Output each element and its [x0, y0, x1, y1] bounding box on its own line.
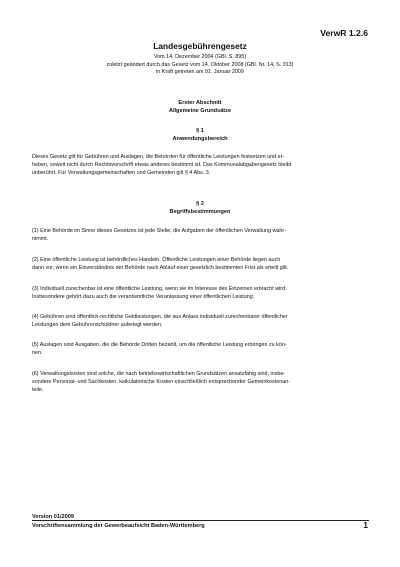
- law-meta: [0, 54, 400, 77]
- section-number: Erster Abschnitt: [178, 100, 222, 106]
- clause-6: [32, 370, 369, 395]
- meta-line-effective: in Kraft getreten am 01. Januar 2009: [156, 69, 244, 76]
- meta-line-date: Vom 14. Dezember 2004 (GBl. S. 895): [153, 54, 247, 60]
- text-line: (1) Eine Behörde im Sinne dieses Gesetzes ist jede Stelle, die Aufgaben der öffentlichen Verwaltung wahr-: [32, 228, 287, 234]
- text-line: sondere Personal- und Sachkosten, kalkulatorische Kosten einschließlich entsprechender Gemeinkostenan-: [32, 379, 290, 386]
- text-line: heben, soweit nicht durch Rechtsvorschrift etwas anderes bestimmt ist. Das Kommunalabgabengesetz bleibt: [32, 162, 292, 169]
- meta-line-amended: zuletzt geändert durch das Gesetz vom 14. Oktober 2008 (GBl. Nr. 14, S. 313): [106, 61, 294, 68]
- text-line: (6) Verwaltungskosten sind solche, die nach betriebswirtschaftlichen Grundsätzen ansatzfähig sind, insbe-: [32, 371, 286, 377]
- text-line: Leistungen dem Gebührenschuldner auferlegt werden.: [32, 322, 163, 329]
- paragraph-1-number: § 1: [196, 128, 204, 134]
- footer-version: Version 01/2009: [32, 514, 74, 520]
- text-line: (5) Auslagen sind Ausgaben, die die Behörde Dritten bezahlt, um die öffentliche Leistung erbringen zu kön-: [32, 342, 287, 348]
- section-heading: [0, 99, 400, 115]
- text-line: unberührt. Für Verwaltungsgemeinschaften und Gemeinden gilt § 4 Abs. 3.: [32, 170, 211, 177]
- text-line: dann vor, wenn ein Einverständnis der Behörde nach Ablauf einer gesetzlich bestimmten Frist als erteilt gilt.: [32, 265, 289, 272]
- paragraph-1-name: Anwendungsbereich: [172, 136, 228, 142]
- clause-3: [32, 285, 369, 301]
- paragraph-1-text: [32, 153, 369, 178]
- paragraph-2-name: Begriffsbestimmungen: [169, 209, 231, 215]
- text-line: (3) Individuell zurechenbar ist eine öffentliche Leistung, wenn sie im Interesse des Einzelnen erbracht wird.: [32, 286, 287, 292]
- text-line: nen.: [32, 350, 43, 357]
- clause-2: [32, 256, 369, 272]
- text-line: Dieses Gesetz gilt für Gebühren und Auslagen, die Behörden für öffentliche Leistungen festsetzen und er-: [32, 154, 285, 160]
- text-line: Insbesondere gehört dazu auch die verantwortliche Veranlassung einer öffentlichen Leistung.: [32, 294, 255, 301]
- footer-divider: [32, 520, 369, 521]
- footer-collection: Vorschriftensammlung der Gewerbeaufsicht Baden-Württemberg: [32, 523, 205, 529]
- paragraph-2-heading: [0, 200, 400, 216]
- text-line: nimmt.: [32, 236, 49, 243]
- paragraph-1-heading: [0, 127, 400, 143]
- clause-5: [32, 341, 369, 357]
- text-line: (4) Gebühren sind öffentlich-rechtliche Geldleistungen, die aus Anlass individuell zurechenbarer öffentlicher: [32, 314, 288, 320]
- section-title: Allgemeine Grundsätze: [168, 108, 232, 114]
- law-title: Landesgebührengesetz: [153, 41, 247, 51]
- document-id: VerwR 1.2.6: [320, 28, 368, 38]
- text-line: (2) Eine öffentliche Leistung ist behördliches Handeln. Öffentliche Leistungen einer Behörde liegen auch: [32, 257, 281, 263]
- paragraph-2-number: § 2: [196, 201, 204, 207]
- clause-4: [32, 313, 369, 329]
- page-number: 1: [363, 520, 368, 530]
- clause-1: [32, 227, 369, 243]
- text-line: teile.: [32, 387, 44, 394]
